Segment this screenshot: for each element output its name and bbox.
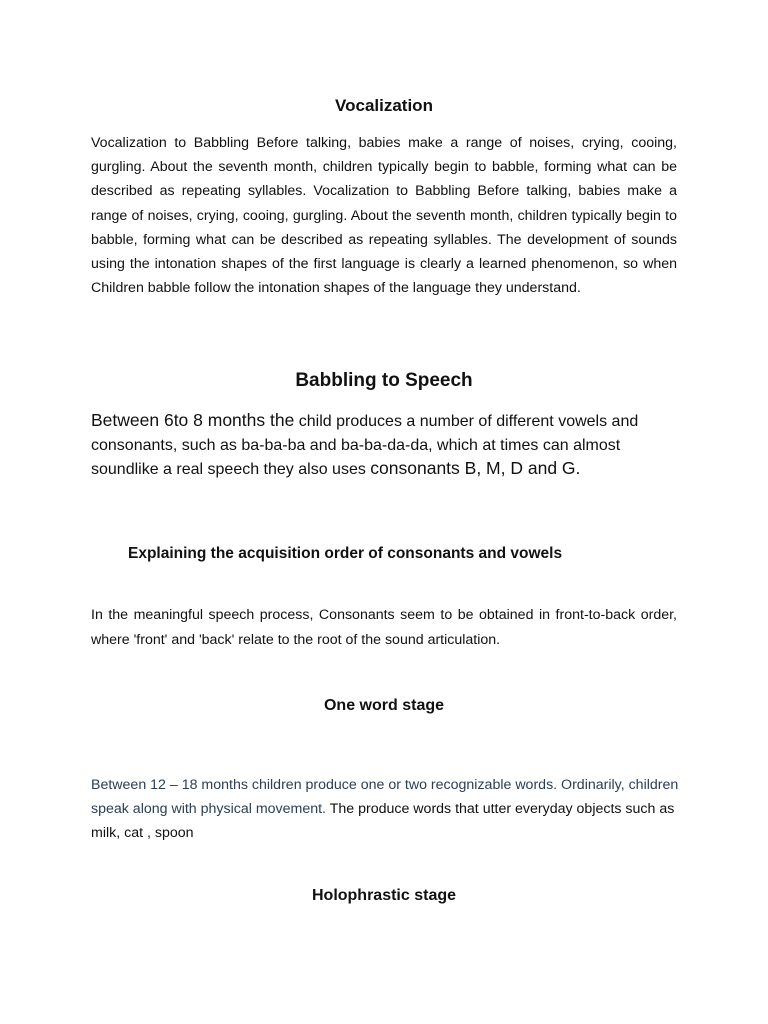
babbling-text-part-2: the (270, 410, 295, 430)
babbling-text-part-4: consonants B, M, D and G. (370, 458, 581, 478)
paragraph-acquisition-order: In the meaningful speech process, Consonants seem to be obtained in front-to-back order, where 'front' and 'back' relate to the root of the sound articulation. (91, 607, 677, 648)
heading-holophrastic-stage: Holophrastic stage (311, 887, 457, 904)
heading-acquisition-order: Explaining the acquisition order of consonants and vowels (128, 545, 563, 562)
heading-babbling-to-speech: Babbling to Speech (295, 370, 473, 391)
paragraph-babbling-to-speech (91, 409, 691, 482)
babbling-text-part-1: Between 6to 8 months (91, 410, 270, 430)
babbling-text-part-3: child produces a number of different vowels and consonants, such as ba-ba-ba and ba-ba-da-da, which at times can almost soundlike a real speech they also uses (91, 413, 639, 478)
heading-one-word-stage: One word stage (323, 697, 445, 714)
paragraph-one-word-stage (91, 773, 691, 845)
paragraph-vocalization: Vocalization to Babbling Before talking, babies make a range of noises, crying, cooing, gurgling. About the seventh month, children typically begin to babble, forming what can be described as repeating syllables. Vocalization to Babbling Before talking, babies make a range of noises, crying, cooing, gurgling. About the seventh month, children typically begin to babble, forming what can be described as repeating syllables. The development of sounds using the intonation shapes of the first language is clearly a learned phenomenon, so when Children babble follow the intonation shapes of the language they understand. (91, 135, 677, 297)
one-word-text-part-1: Between 12 – 18 months children produce one or two recognizable words. Ordinarily, children speak along with physical movement. (91, 777, 679, 817)
heading-vocalization: Vocalization (335, 96, 433, 115)
one-word-text-part-2: The produce words that utter everyday objects such as milk, cat , spoon (91, 801, 675, 841)
